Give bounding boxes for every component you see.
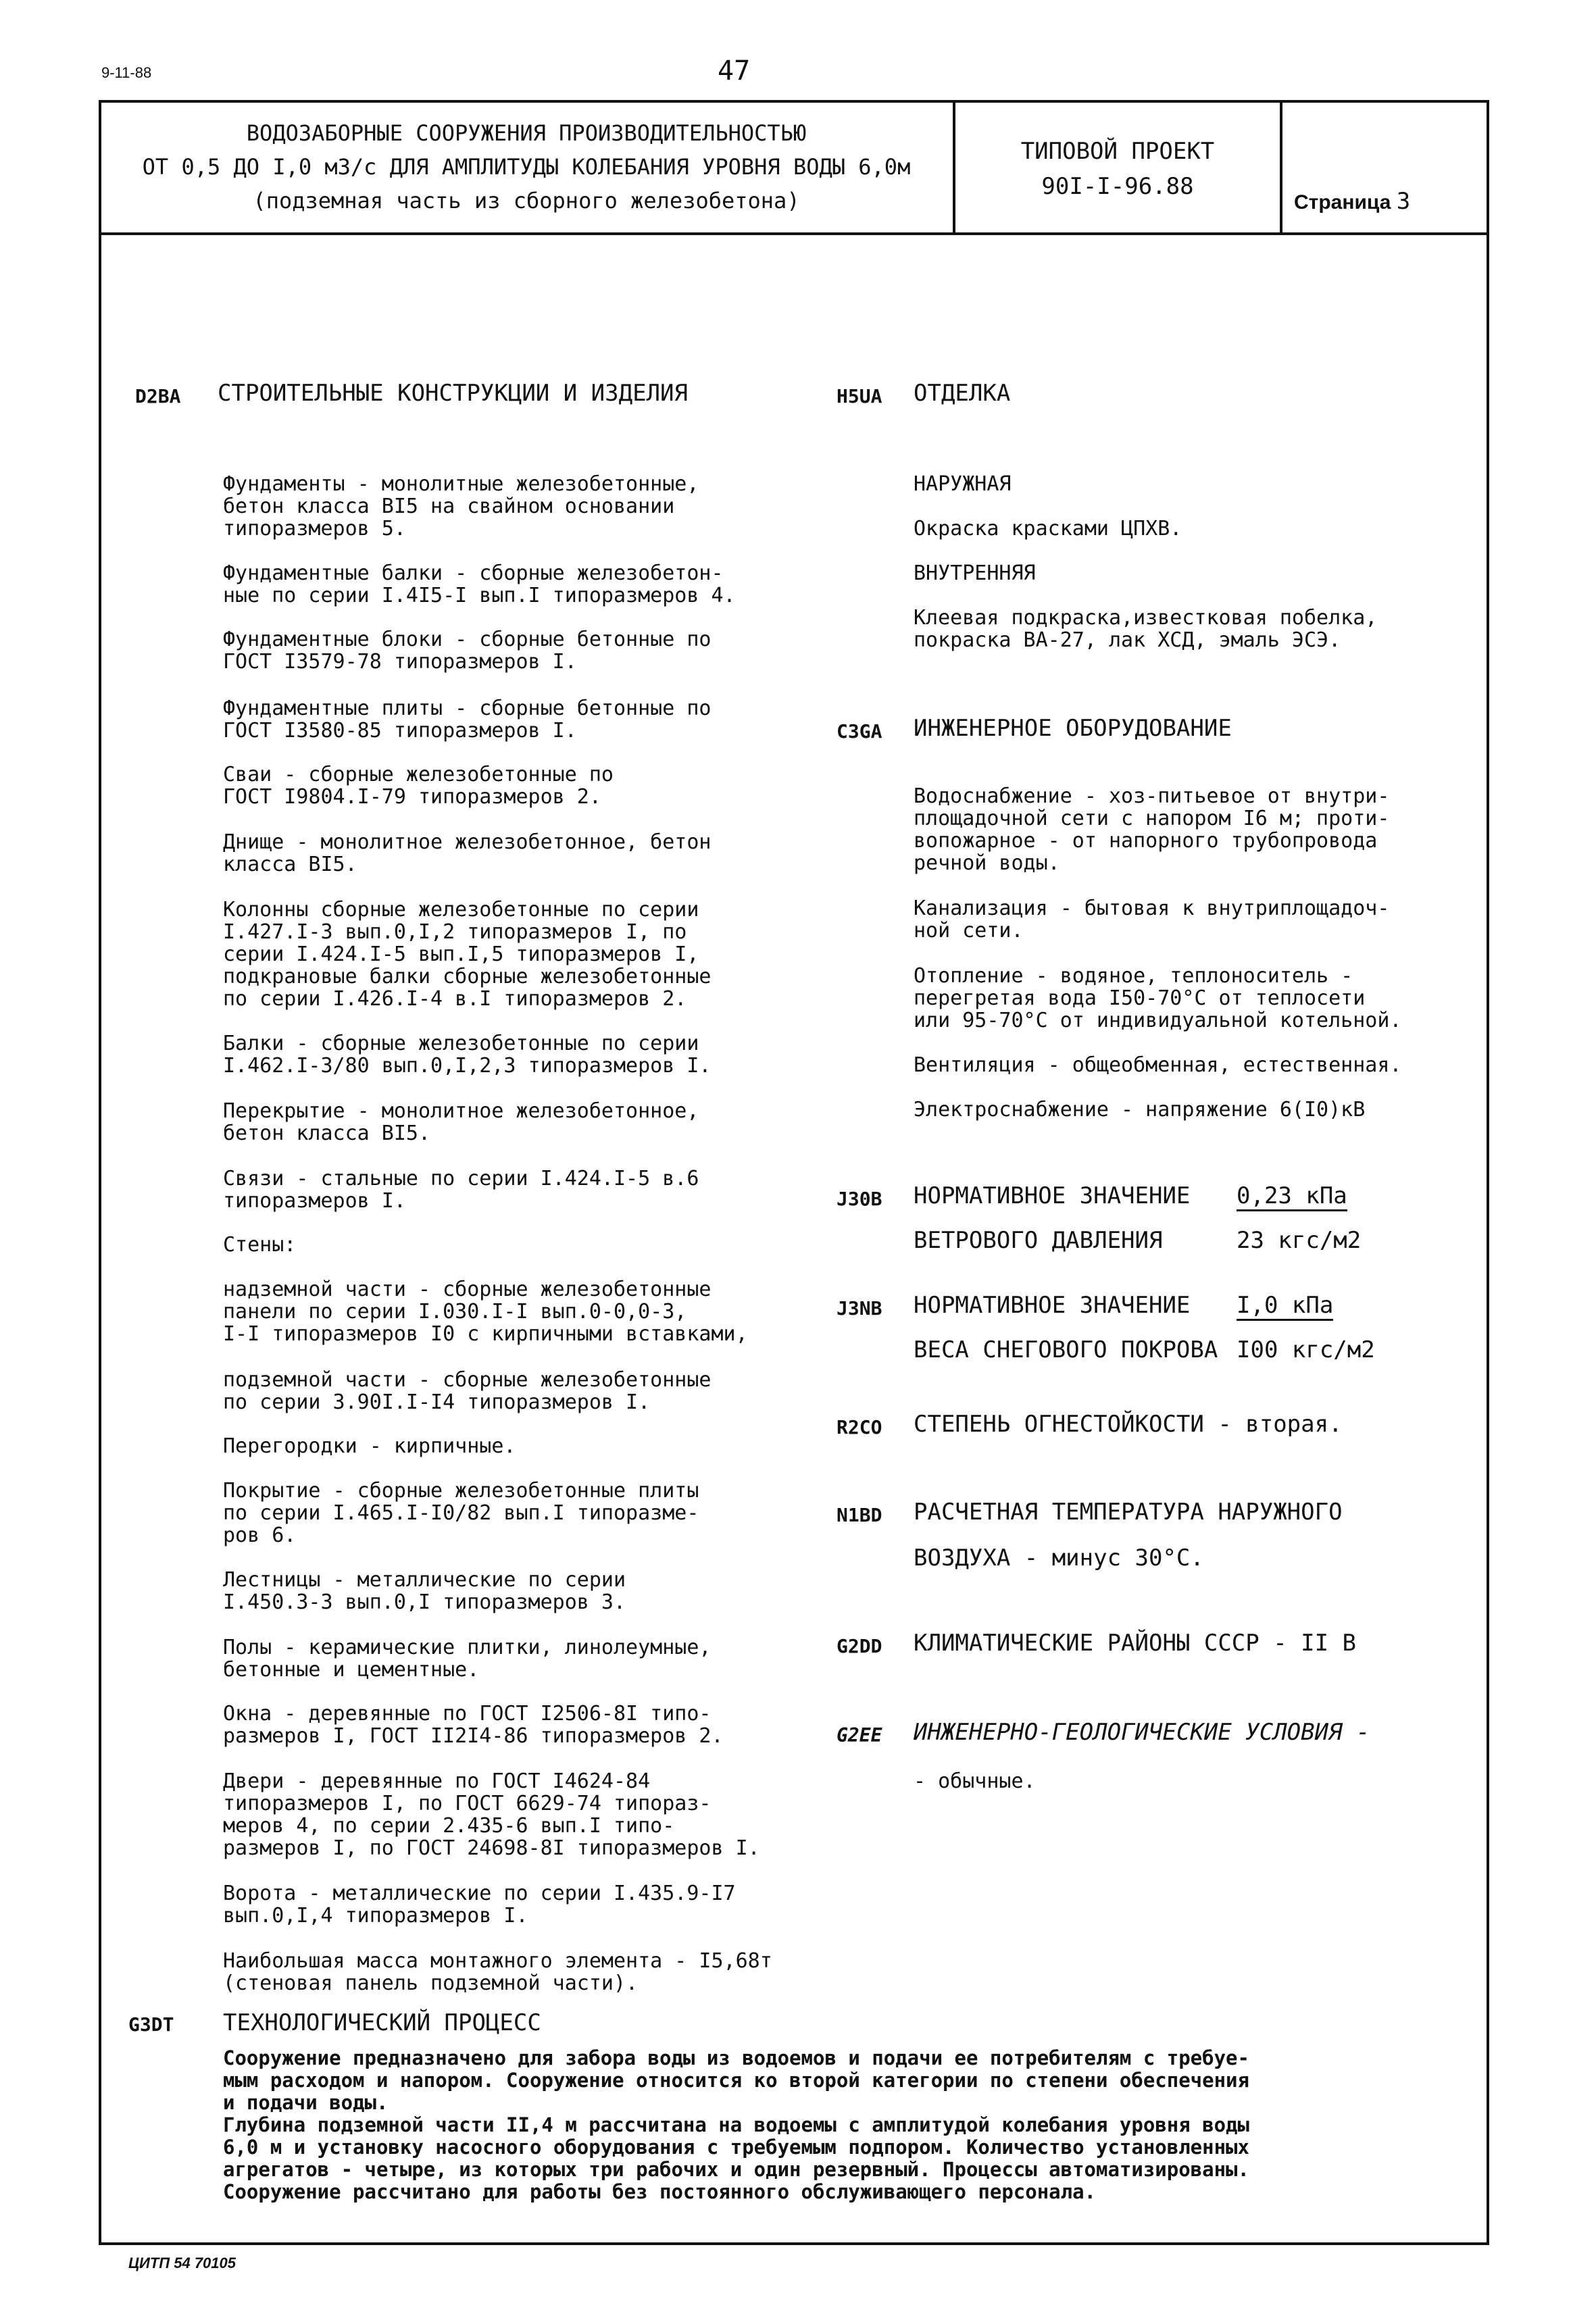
snow-value-1: I,0 кПа bbox=[1237, 1292, 1333, 1321]
left-paragraph: Лестницы - металлические по серии I.450.3-3 вып.0,I типоразмеров 3. bbox=[223, 1568, 626, 1614]
left-paragraph: Фундаменты - монолитные железобетонные, бетон класса BI5 на свайном основании типоразмеров 5. bbox=[223, 472, 699, 540]
left-paragraph: Сваи - сборные железобетонные по ГОСТ I9804.I-79 типоразмеров 2. bbox=[223, 763, 614, 809]
left-paragraph: Полы - керамические плитки, линолеумные, бетонные и цементные. bbox=[223, 1636, 712, 1682]
climate-region: КЛИМАТИЧЕСКИЕ РАЙОНЫ СССР - II В bbox=[914, 1630, 1357, 1657]
section-code: G3DT bbox=[128, 2013, 174, 2036]
geology-title: ИНЖЕНЕРНО-ГЕОЛОГИЧЕСКИЕ УСЛОВИЯ - bbox=[914, 1719, 1370, 1746]
title-line: ВОДОЗАБОРНЫЕ СООРУЖЕНИЯ ПРОИЗВОДИТЕЛЬНОСТЬЮ bbox=[246, 120, 807, 146]
left-paragraph: Окна - деревянные по ГОСТ I2506-8I типо- размеров I, ГОСТ II2I4-86 типоразмеров 2. bbox=[223, 1702, 724, 1748]
section-code: D2BA bbox=[135, 385, 181, 407]
temperature-line-2: ВОЗДУХА - минус 30°С. bbox=[914, 1544, 1204, 1571]
project-number: 90I-I-96.88 bbox=[1041, 173, 1194, 200]
left-paragraph: Стены: bbox=[223, 1233, 297, 1257]
section-title: СТРОИТЕЛЬНЫЕ КОНСТРУКЦИИ И ИЗДЕЛИЯ bbox=[218, 380, 688, 407]
printer-stamp: ЦИТП 54 70105 bbox=[128, 2255, 236, 2271]
engineering-paragraph: Электроснабжение - напряжение 6(I0)кВ bbox=[914, 1098, 1366, 1122]
title-line: (подземная часть из сборного железобетона) bbox=[253, 188, 800, 213]
left-paragraph: Фундаментные плиты - сборные бетонные по ГОСТ I3580-85 типоразмеров I. bbox=[223, 697, 712, 743]
section-code: C3GA bbox=[837, 720, 882, 743]
section-code: N1BD bbox=[837, 1504, 882, 1526]
engineering-paragraph: Водоснабжение - хоз-питьевое от внутри- площадочной сети с напором I6 м; проти- вопожарное - от напорного трубопровода речной воды. bbox=[914, 784, 1390, 875]
left-paragraph: Наибольшая масса монтажного элемента - I5,68т (стеновая панель подземной части). bbox=[223, 1949, 772, 1995]
wind-value-1: 0,23 кПа bbox=[1237, 1182, 1347, 1211]
section-code: G2EE bbox=[837, 1724, 882, 1746]
section-code: J30B bbox=[837, 1188, 882, 1210]
fire-resistance: СТЕПЕНЬ ОГНЕСТОЙКОСТИ - вторая. bbox=[914, 1411, 1343, 1438]
left-paragraph: Днище - монолитное железобетонное, бетон класса BI5. bbox=[223, 830, 712, 876]
sheet-number: 47 bbox=[718, 55, 751, 86]
finish-outer-label: НАРУЖНАЯ bbox=[914, 472, 1012, 496]
section-code: R2CO bbox=[837, 1416, 882, 1438]
geology-value: - обычные. bbox=[914, 1769, 1036, 1793]
section-code: J3NB bbox=[837, 1297, 882, 1319]
left-paragraph: Перегородки - кирпичные. bbox=[223, 1434, 516, 1458]
document-title bbox=[101, 116, 951, 218]
page-value: 3 bbox=[1396, 188, 1411, 215]
left-paragraph: Двери - деревянные по ГОСТ I4624-84 типоразмеров I, по ГОСТ 6629-74 типораз- меров 4, по серии 2.435-6 вып.I типо- размеров I, по ГОСТ 24698-8I типоразмеров I. bbox=[223, 1769, 760, 1860]
finish-inner-label: ВНУТРЕННЯЯ bbox=[914, 561, 1036, 585]
left-paragraph: Покрытие - сборные железобетонные плиты по серии I.465.I-I0/82 вып.I типоразме- ров 6. bbox=[223, 1479, 699, 1547]
wind-label-2: ВЕТРОВОГО ДАВЛЕНИЯ bbox=[914, 1227, 1163, 1254]
section-code: H5UA bbox=[837, 385, 882, 407]
snow-value-2: I00 кгс/м2 bbox=[1237, 1336, 1375, 1363]
title-line: ОТ 0,5 ДО I,0 м3/с ДЛЯ АМПЛИТУДЫ КОЛЕБАНИЯ УРОВНЯ ВОДЫ 6,0м bbox=[142, 154, 911, 180]
engineering-paragraph: Вентиляция - общеобменная, естественная. bbox=[914, 1053, 1402, 1077]
document-date: 9-11-88 bbox=[101, 64, 152, 81]
section-code: G2DD bbox=[837, 1635, 882, 1657]
wind-value-2: 23 кгс/м2 bbox=[1237, 1227, 1362, 1254]
snow-label-1: НОРМАТИВНОЕ ЗНАЧЕНИЕ bbox=[914, 1292, 1191, 1319]
snow-label-2: ВЕСА СНЕГОВОГО ПОКРОВА bbox=[914, 1336, 1218, 1363]
left-paragraph: Перекрытие - монолитное железобетонное, бетон класса BI5. bbox=[223, 1099, 699, 1145]
wind-label-1: НОРМАТИВНОЕ ЗНАЧЕНИЕ bbox=[914, 1182, 1191, 1209]
left-paragraph: подземной части - сборные железобетонные по серии 3.90I.I-I4 типоразмеров I. bbox=[223, 1368, 712, 1414]
section-title: ИНЖЕНЕРНОЕ ОБОРУДОВАНИЕ bbox=[914, 715, 1232, 742]
project-cell bbox=[955, 134, 1280, 204]
finish-outer-text: Окраска красками ЦПХВ. bbox=[914, 517, 1182, 540]
engineering-paragraph: Отопление - водяное, теплоноситель - перегретая вода I50-70°С от теплосети или 95-70°С от индивидуальной котельной. bbox=[914, 964, 1402, 1032]
process-description: Сооружение предназначено для забора воды из водоемов и подачи ее потребителям с требуе- мым расходом и напором. Сооружение относится ко второй категории по степени обеспечения и подачи воды. Глубина подземной части II,4 м рассчитана на водоемы с амплитудой колебания уровня воды 6,0 м и установку насосного оборудования с требуемым подпором. Количество установленных агрегатов - четыре, из которых три рабочих и один резервный. Процессы автоматизированы. Сооружение рассчитано для работы без постоянного обслуживающего персонала. bbox=[223, 2046, 1249, 2203]
left-paragraph: надземной части - сборные железобетонные панели по серии I.030.I-I вып.0-0,0-3, I-I типоразмеров I0 с кирпичными вставками, bbox=[223, 1278, 748, 1346]
left-paragraph: Фундаментные балки - сборные железобетон- ные по серии I.4I5-I вып.I типоразмеров 4. bbox=[223, 561, 736, 607]
finish-inner-text: Клеевая подкраска,известковая побелка, покраска ВА-27, лак ХСД, эмаль ЭСЭ. bbox=[914, 606, 1378, 652]
project-label: ТИПОВОЙ ПРОЕКТ bbox=[1020, 138, 1215, 165]
left-paragraph: Фундаментные блоки - сборные бетонные по ГОСТ I3579-78 типоразмеров I. bbox=[223, 628, 712, 674]
left-paragraph: Колонны сборные железобетонные по серии I.427.I-3 вып.0,I,2 типоразмеров I, по серии I.424.I-5 вып.I,5 типоразмеров I, подкрановые балки сборные железобетонные по серии I.426.I-4 в.I типоразмеров 2. bbox=[223, 898, 712, 1011]
left-paragraph: Балки - сборные железобетонные по серии I.462.I-3/80 вып.0,I,2,3 типоразмеров I. bbox=[223, 1032, 712, 1078]
title-block-divider bbox=[1280, 100, 1282, 235]
engineering-paragraph: Канализация - бытовая к внутриплощадоч- ной сети. bbox=[914, 897, 1390, 942]
temperature-line-1: РАСЧЕТНАЯ ТЕМПЕРАТУРА НАРУЖНОГО bbox=[914, 1499, 1343, 1526]
page-cell bbox=[1294, 188, 1410, 215]
left-paragraph: Ворота - металлические по серии I.435.9-I7 вып.0,I,4 типоразмеров I. bbox=[223, 1882, 736, 1928]
section-title: ТЕХНОЛОГИЧЕСКИЙ ПРОЦЕСС bbox=[223, 2009, 541, 2036]
section-title: ОТДЕЛКА bbox=[914, 380, 1011, 407]
left-paragraph: Связи - стальные по серии I.424.I-5 в.6 типоразмеров I. bbox=[223, 1167, 699, 1213]
page-label: Страница bbox=[1294, 191, 1391, 213]
